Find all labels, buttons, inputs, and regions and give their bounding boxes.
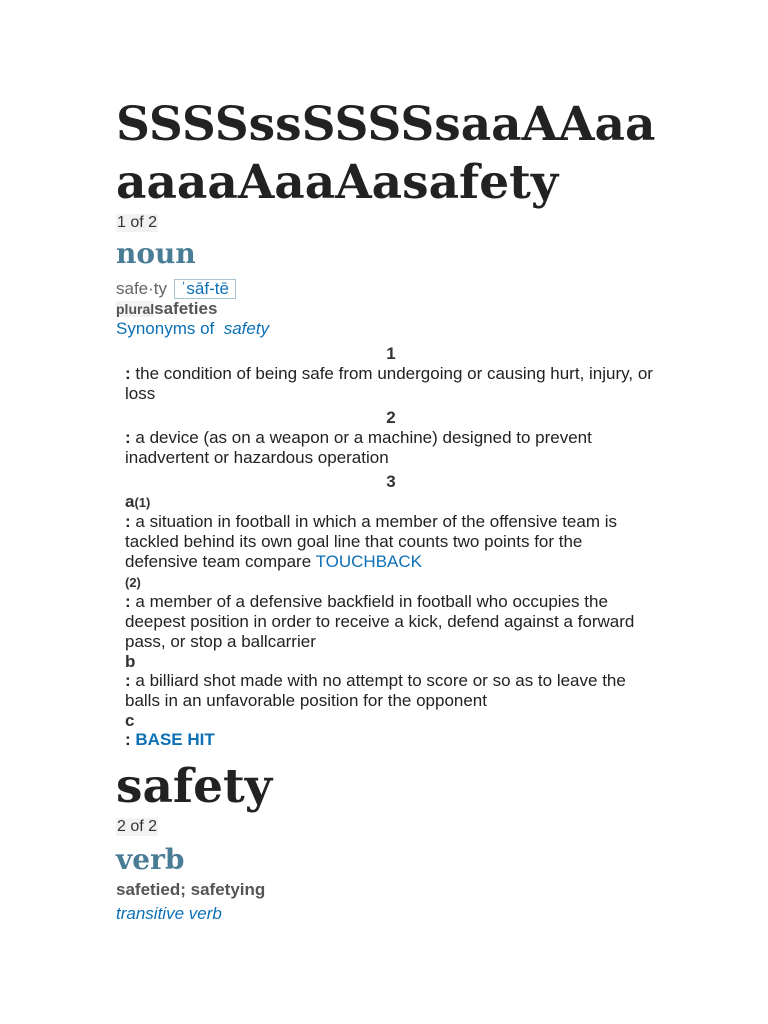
definition-colon: :	[125, 592, 131, 611]
sense-3a-label	[125, 492, 657, 512]
sense-3a2-label	[125, 572, 657, 592]
entry-1-count: 1 of 2	[117, 214, 158, 231]
syllables-row	[116, 278, 656, 300]
verb-inflections: safetied; safetying	[116, 880, 266, 899]
sub-sense-2: (2)	[125, 575, 141, 590]
sense-3a2-text: a member of a defensive backfield in football who occupies the deepest position in order to receive a kick, defend against a forward pass, or stop a ballcarrier	[125, 592, 635, 651]
sense-3c-definition	[125, 730, 657, 750]
entry-2-count: 2 of 2	[117, 818, 158, 835]
dictionary-page	[116, 96, 656, 926]
definition-colon: :	[125, 730, 131, 749]
sense-number-2: 2	[386, 408, 396, 427]
sense-number-1: 1	[386, 344, 396, 363]
plural-row	[116, 300, 656, 318]
sense-2-text: a device (as on a weapon or a machine) designed to prevent inadvertent or hazardous operation	[125, 428, 592, 467]
synonyms-word: safety	[223, 319, 270, 338]
sense-3a1-definition	[125, 512, 657, 572]
synonyms-link[interactable]	[116, 318, 656, 340]
pronunciation-link[interactable]: ˈsāf-tē	[174, 279, 236, 299]
sub-sense-1: (1)	[134, 495, 151, 510]
sense-letter-b: b	[125, 652, 136, 671]
touchback-link[interactable]: TOUCHBACK	[315, 552, 423, 571]
base-hit-link[interactable]: BASE HIT	[135, 730, 215, 749]
sense-3a2-definition	[125, 592, 657, 652]
sense-3a1-text: a situation in football in which a member of the offensive team is tackled behind its own goal line that counts two points for the defensive team compare	[125, 512, 618, 571]
sense-2-definition	[125, 428, 657, 468]
plural-label: plural	[116, 301, 155, 317]
entry-1-part-of-speech[interactable]: noun	[116, 237, 196, 270]
syllables: safe·ty	[116, 279, 168, 298]
definitions	[125, 344, 657, 750]
definition-colon: :	[125, 364, 131, 383]
entry-2-part-of-speech[interactable]: verb	[116, 843, 185, 876]
synonyms-prefix: Synonyms of	[116, 319, 215, 338]
sense-number-3: 3	[386, 472, 396, 491]
plural-form: safeties	[154, 299, 218, 318]
definition-colon: :	[125, 512, 131, 531]
sense-1-definition	[125, 364, 657, 404]
transitive-verb-link[interactable]: transitive verb	[116, 904, 222, 923]
entry-1-headword: SSSSssSSSSsaaAAaaaaaaAaaAasafety	[116, 97, 656, 210]
sense-letter-c: c	[125, 711, 135, 730]
sense-1-text: the condition of being safe from undergoing or causing hurt, injury, or loss	[125, 364, 653, 403]
sense-letter-a: a	[125, 492, 135, 511]
definition-colon: :	[125, 428, 131, 447]
sense-3b-text: a billiard shot made with no attempt to score or so as to leave the balls in an unfavorable position for the opponent	[125, 671, 626, 710]
entry-2-headword: safety	[116, 759, 273, 814]
sense-3b-definition	[125, 671, 657, 711]
definition-colon: :	[125, 671, 131, 690]
